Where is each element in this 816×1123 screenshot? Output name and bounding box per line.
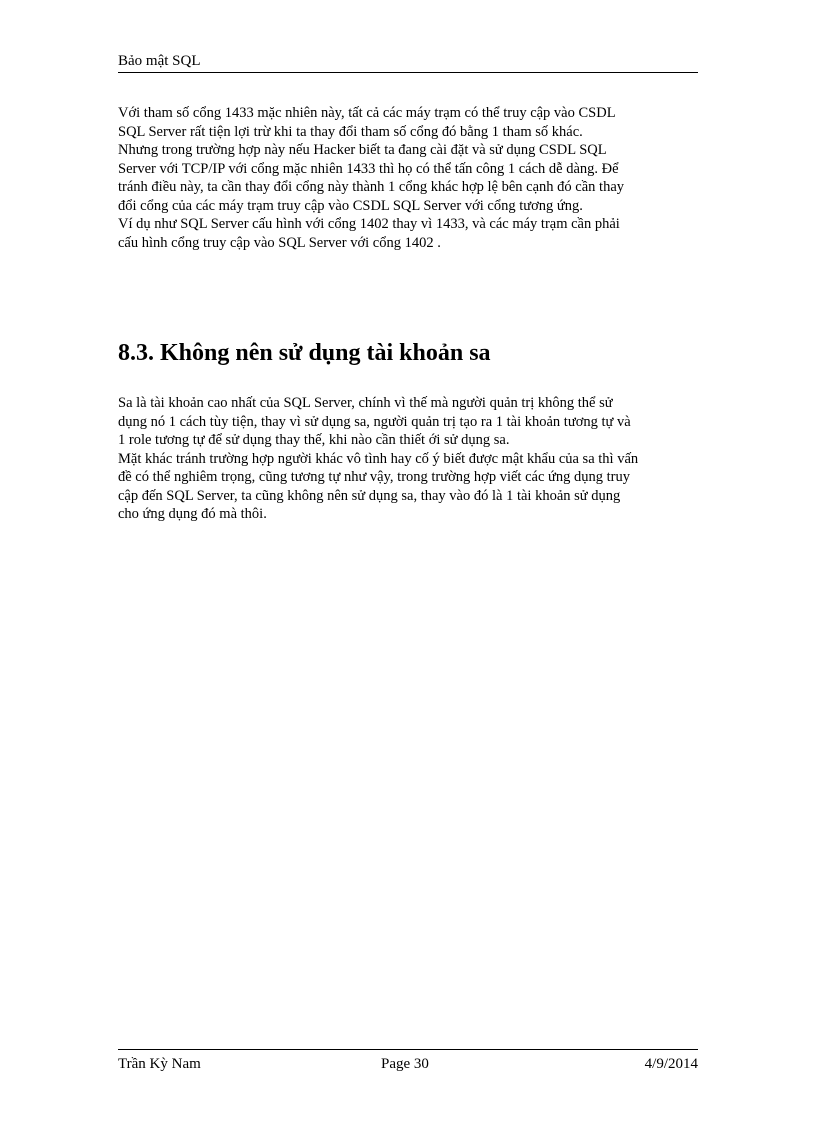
text-line: cập đến SQL Server, ta cũng không nên sử dụng sa, thay vào đó là 1 tài khoản sử dụng bbox=[118, 487, 621, 504]
footer-page-number: Page 30 bbox=[381, 1056, 429, 1072]
header-title: Bảo mật SQL bbox=[118, 53, 201, 69]
text-line: tránh điều này, ta cần thay đổi cổng này thành 1 cổng khác hợp lệ bên cạnh đó cần thay bbox=[118, 179, 624, 195]
section-heading: 8.3. Không nên sử dụng tài khoản sa bbox=[118, 340, 491, 366]
footer-author: Trần Kỳ Nam bbox=[118, 1056, 201, 1072]
text-line: Ví dụ như SQL Server cấu hình với cổng 1402 thay vì 1433, và các máy trạm cần phải bbox=[118, 216, 620, 232]
page-footer bbox=[118, 1049, 698, 1074]
text-line: Với tham số cổng 1433 mặc nhiên này, tất cả các máy trạm có thể truy cập vào CSDL bbox=[118, 105, 616, 121]
text-line: SQL Server rất tiện lợi trừ khi ta thay đổi tham số cổng đó bằng 1 tham số khác. bbox=[118, 123, 583, 140]
text-line: đổi cổng của các máy trạm truy cập vào CSDL SQL Server với cổng tương ứng. bbox=[118, 197, 583, 214]
text-line: Mặt khác tránh trường hợp người khác vô tình hay cố ý biết được mật khẩu của sa thì vấn bbox=[118, 450, 639, 467]
intro-paragraph bbox=[118, 104, 693, 252]
footer-date: 4/9/2014 bbox=[644, 1056, 698, 1072]
section-paragraph bbox=[118, 394, 693, 524]
text-line: cho ứng dụng đó mà thôi. bbox=[118, 506, 267, 522]
text-line: 1 role tương tự để sử dụng thay thế, khi nào cần thiết ới sử dụng sa. bbox=[118, 432, 510, 448]
text-line: Nhưng trong trường hợp này nếu Hacker biết ta đang cài đặt và sử dụng CSDL SQL bbox=[118, 142, 607, 158]
page-header bbox=[118, 52, 698, 73]
text-line: cấu hình cổng truy cập vào SQL Server với cổng 1402 . bbox=[118, 234, 441, 251]
text-line: Server với TCP/IP với cổng mặc nhiên 1433 thì họ có thể tấn công 1 cách dễ dàng. Để bbox=[118, 160, 619, 177]
text-line: đề có thể nghiêm trọng, cũng tương tự như vậy, trong trường hợp viết các ứng dụng truy bbox=[118, 469, 630, 485]
text-line: Sa là tài khoản cao nhất của SQL Server, chính vì thế mà người quản trị không thể sử bbox=[118, 395, 613, 411]
text-line: dụng nó 1 cách tùy tiện, thay vì sử dụng sa, người quản trị tạo ra 1 tài khoản tương tự và bbox=[118, 413, 631, 430]
